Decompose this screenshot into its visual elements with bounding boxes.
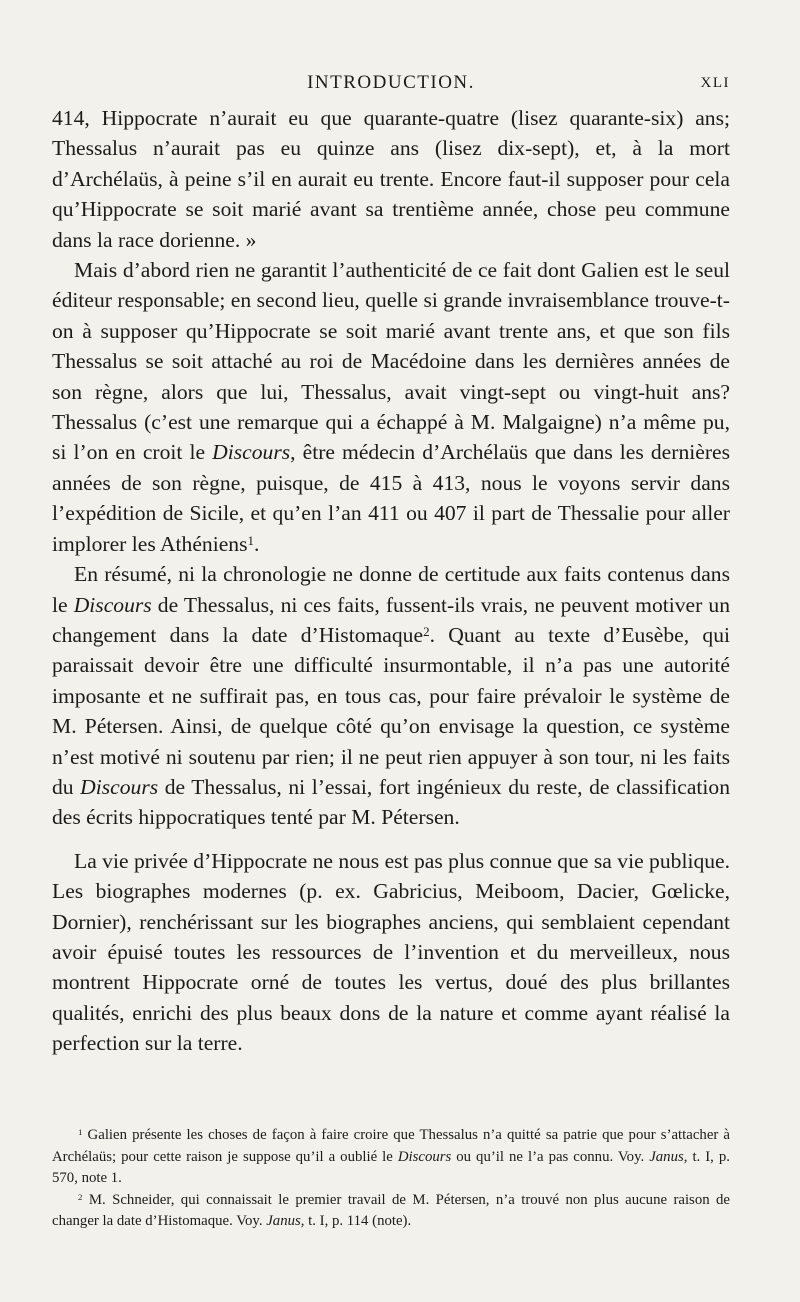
footnote-2-text-a: M. Schneider, qui connaissait le premier travail de M. Pétersen, n’a trouvé non plus aucune raison de changer la date d’Histomaque. Voy. — [52, 1191, 730, 1229]
paragraph-3-text-a: En résumé, ni la chronologie ne donne de certitude aux faits contenus dans le — [52, 562, 730, 617]
paragraph-2-text-a: Mais d’abord rien ne garantit l’authenticité de ce fait dont Galien est le seul éditeur responsable; en second lieu, quelle si grande invraisemblance trouve-t-on à supposer qu’Hippocrate se soit marié avant trente ans, et que son fils Thessalus se soit attaché au roi de Macédoine dans les dernières années de son règne, alors que lui, Thessalus, avait vingt-sept ou vingt-huit ans? Thessalus (c’est une remarque qui a échappé à M. Malgaigne) n’a même pu, si l’on en croit le — [52, 258, 730, 465]
footnotes — [52, 1125, 730, 1233]
paragraph-1 — [52, 103, 730, 255]
page-number: XLI — [700, 75, 730, 91]
footnote-ref-2[interactable]: 2 — [423, 624, 430, 640]
italic-discours: Discours — [397, 1148, 452, 1165]
italic-discours: Discours — [212, 440, 291, 465]
footnote-2 — [52, 1190, 730, 1233]
running-title: INTRODUCTION. — [307, 72, 475, 93]
footnote-2-mark: 2 — [78, 1191, 83, 1202]
italic-janus: Janus — [266, 1213, 301, 1229]
paragraph-3-text-c: . Quant au texte d’Eusèbe, qui paraissait devoir être une difficulté insurmontable, il n’a pas une autorité imposante et ne suffirait pas, en tous cas, pour faire prévaloir le système de M. Pétersen. Ainsi, de quelque côté qu’on envisage la question, ce système n’est motivé ni soutenu par rien; il ne peut rien appuyer à son tour, ni les faits du — [52, 622, 731, 799]
paragraph-3-text-d: de Thessalus, ni l’essai, fort ingénieux du reste, de classification des écrits hippocratiques tenté par M. Pétersen. — [52, 774, 730, 830]
paragraph-3 — [52, 559, 730, 833]
footnote-1-mark: 1 — [78, 1127, 83, 1138]
paragraph-3-text-b: de Thessalus, ni ces faits, fussent-ils vrais, ne peuvent motiver un changement dans la date d’Histomaque — [52, 592, 731, 647]
paragraph-1-text: 414, Hippocrate n’aurait eu que quarante-quatre (lisez quarante-six) ans; Thessalus n’aurait pas eu quinze ans (lisez dix-sept), et, à la mort d’Archélaüs, à peine s’il en aurait eu trente. Encore faut-il supposer pour cela qu’Hippocrate se soit marié avant sa trentième année, chose peu commune dans la race dorienne. » — [52, 106, 730, 252]
footnote-ref-1[interactable]: 1 — [247, 532, 254, 548]
footnote-1-text-c: , t. I, p. 570, note 1. — [52, 1148, 730, 1186]
footnote-1 — [52, 1125, 730, 1190]
italic-discours: Discours — [80, 774, 159, 799]
paragraph-2 — [52, 255, 730, 559]
footnote-2-text-b: , t. I, p. 114 (note). — [300, 1213, 412, 1229]
paragraph-4 — [52, 846, 730, 1059]
paragraph-4-text: La vie privée d’Hippocrate ne nous est pas plus connue que sa vie publique. Les biographes modernes (p. ex. Gabricius, Meiboom, Dacier, Gœlicke, Dornier), renchérissant sur les biographes anciens, qui semblaient cependant avoir épuisé toutes les ressources de l’invention et du merveilleux, nous montrent Hippocrate orné de toutes les vertus, doué des plus brillantes qualités, enrichi des plus beaux dons de la nature et comme ayant réalisé la perfection sur la terre. — [52, 848, 731, 1056]
footnote-1-text-a: Galien présente les choses de façon à faire croire que Thessalus n’a quitté sa patrie que pour s’attacher à Archélaüs; pour cette raison je suppose qu’il a oublié le — [52, 1127, 730, 1165]
italic-janus: Janus — [649, 1148, 684, 1165]
footnote-1-text-b: ou qu’il ne l’a pas connu. Voy. — [451, 1148, 650, 1165]
italic-discours: Discours — [73, 592, 152, 617]
running-head — [52, 72, 730, 96]
paragraph-2-text-b: , être médecin d’Archélaüs que dans les dernières années de son règne, puisque, de 415 à 413, nous le voyons servir dans l’expédition de Sicile, et qu’en l’an 411 ou 407 il part de Thessalie pour aller implorer les Athéniens — [52, 440, 730, 556]
body-text — [52, 103, 730, 1059]
paragraph-2-text-c: . — [254, 531, 260, 556]
